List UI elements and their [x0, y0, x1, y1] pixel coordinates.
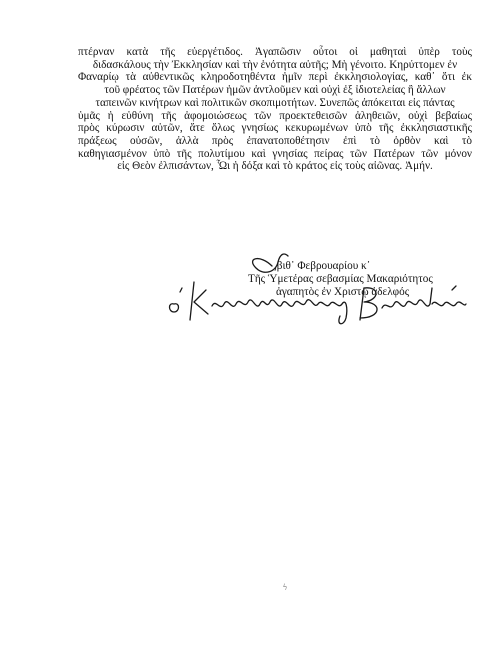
closing-signoff: ἀγαπητὸς ἐν Χριστῷ ἀδελφός [276, 286, 410, 298]
letter-line: καθηγιασμένον ὑπὸ τῆς πολυτίμου καὶ γνησίας πείρας τῶν Πατέρων τῶν μόνον [78, 147, 472, 160]
page-mark: ϟ [283, 582, 288, 592]
letter-line: εἰς Θεὸν ἐλπισάντων, Ὧι ἡ δόξα καὶ τὸ κράτος εἰς τοὺς αἰῶνας. Ἀμήν. [117, 160, 433, 173]
closing-salutation: Τῆς Ὑμετέρας σεβασμίας Μακαριότητος [248, 273, 433, 285]
closing-date: ,βιθ᾽ Φεβρουαρίου κ᾽ [274, 260, 371, 272]
letter-line: πράξεως οὐσῶν, ἀλλὰ πρὸς ἐπανατοποθέτησιν ἐπὶ τὸ ὀρθὸν καὶ τὸ [78, 134, 472, 147]
letter-line: ὑμᾶς ἡ εὐθύνη τῆς ἀφομοιώσεως τῶν προεκτεθεισῶν ἀληθειῶν, οὐχὶ βεβαίως [78, 109, 472, 122]
letter-body [78, 46, 472, 173]
handwritten-signature [160, 250, 480, 330]
letter-line: πρὸς κύρωσιν αὐτῶν, ἅτε ὅλως γνησίως κεκυρωμένων ὑπὸ τῆς ἐκκλησιαστικῆς [78, 122, 472, 135]
letter-line: Φαναρίῳ τὰ αὐθεντικῶς κληροδοτηθέντα ἡμῖν περὶ ἐκκλησιολογίας, καθ᾽ ὅτι ἐκ [78, 71, 472, 84]
letter-line: πτέρναν κατὰ τῆς εὐεργέτιδος. Ἀγαπῶσιν οὗτοι οἱ μαθηταὶ ὑπὲρ τοὺς [78, 46, 472, 58]
letter-line: ταπεινῶν κινήτρων καὶ πολιτικῶν σκοπιμοτήτων. Συνεπῶς ἀπόκειται εἰς πάντας [95, 96, 455, 109]
letter-line: διδασκάλους τὴν Ἐκκλησίαν καὶ τὴν ἑνότητα αὐτῆς; Μὴ γένοιτο. Κηρύττομεν ἐν [92, 58, 458, 71]
letter-line: τοῦ φρέατος τῶν Πατέρων ἡμῶν ἀντλοῦμεν καὶ οὐχὶ ἐξ ἰδιοτελείας ἢ ἄλλων [104, 84, 446, 97]
